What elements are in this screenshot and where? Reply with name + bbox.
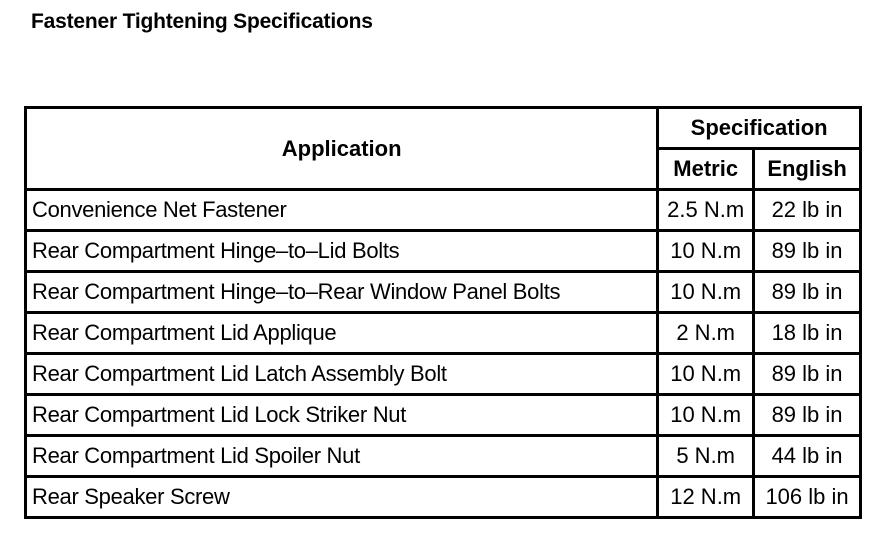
table-row	[26, 477, 861, 518]
table-row	[26, 354, 861, 395]
metric-cell: 2.5 N.m	[658, 190, 754, 231]
fastener-spec-table	[24, 106, 862, 519]
application-cell: Rear Compartment Lid Applique	[26, 313, 658, 354]
header-metric: Metric	[658, 149, 754, 190]
metric-cell: 2 N.m	[658, 313, 754, 354]
metric-cell: 10 N.m	[658, 231, 754, 272]
table-row	[26, 436, 861, 477]
metric-cell: 5 N.m	[658, 436, 754, 477]
header-specification: Specification	[658, 108, 861, 149]
english-cell: 22 lb in	[754, 190, 861, 231]
application-cell: Rear Compartment Lid Lock Striker Nut	[26, 395, 658, 436]
english-cell: 89 lb in	[754, 231, 861, 272]
table-row	[26, 231, 861, 272]
application-cell: Rear Compartment Hinge–to–Rear Window Panel Bolts	[26, 272, 658, 313]
english-cell: 106 lb in	[754, 477, 861, 518]
application-cell: Rear Compartment Lid Spoiler Nut	[26, 436, 658, 477]
table-row	[26, 272, 861, 313]
page-title: Fastener Tightening Specifications	[31, 10, 373, 33]
metric-cell: 10 N.m	[658, 272, 754, 313]
application-cell: Convenience Net Fastener	[26, 190, 658, 231]
english-cell: 89 lb in	[754, 395, 861, 436]
header-english: English	[754, 149, 861, 190]
application-cell: Rear Compartment Hinge–to–Lid Bolts	[26, 231, 658, 272]
metric-cell: 12 N.m	[658, 477, 754, 518]
table-row	[26, 190, 861, 231]
application-cell: Rear Speaker Screw	[26, 477, 658, 518]
metric-cell: 10 N.m	[658, 395, 754, 436]
english-cell: 44 lb in	[754, 436, 861, 477]
table-row	[26, 313, 861, 354]
english-cell: 89 lb in	[754, 354, 861, 395]
application-cell: Rear Compartment Lid Latch Assembly Bolt	[26, 354, 658, 395]
english-cell: 18 lb in	[754, 313, 861, 354]
metric-cell: 10 N.m	[658, 354, 754, 395]
english-cell: 89 lb in	[754, 272, 861, 313]
table-row	[26, 395, 861, 436]
header-application: Application	[26, 108, 658, 190]
